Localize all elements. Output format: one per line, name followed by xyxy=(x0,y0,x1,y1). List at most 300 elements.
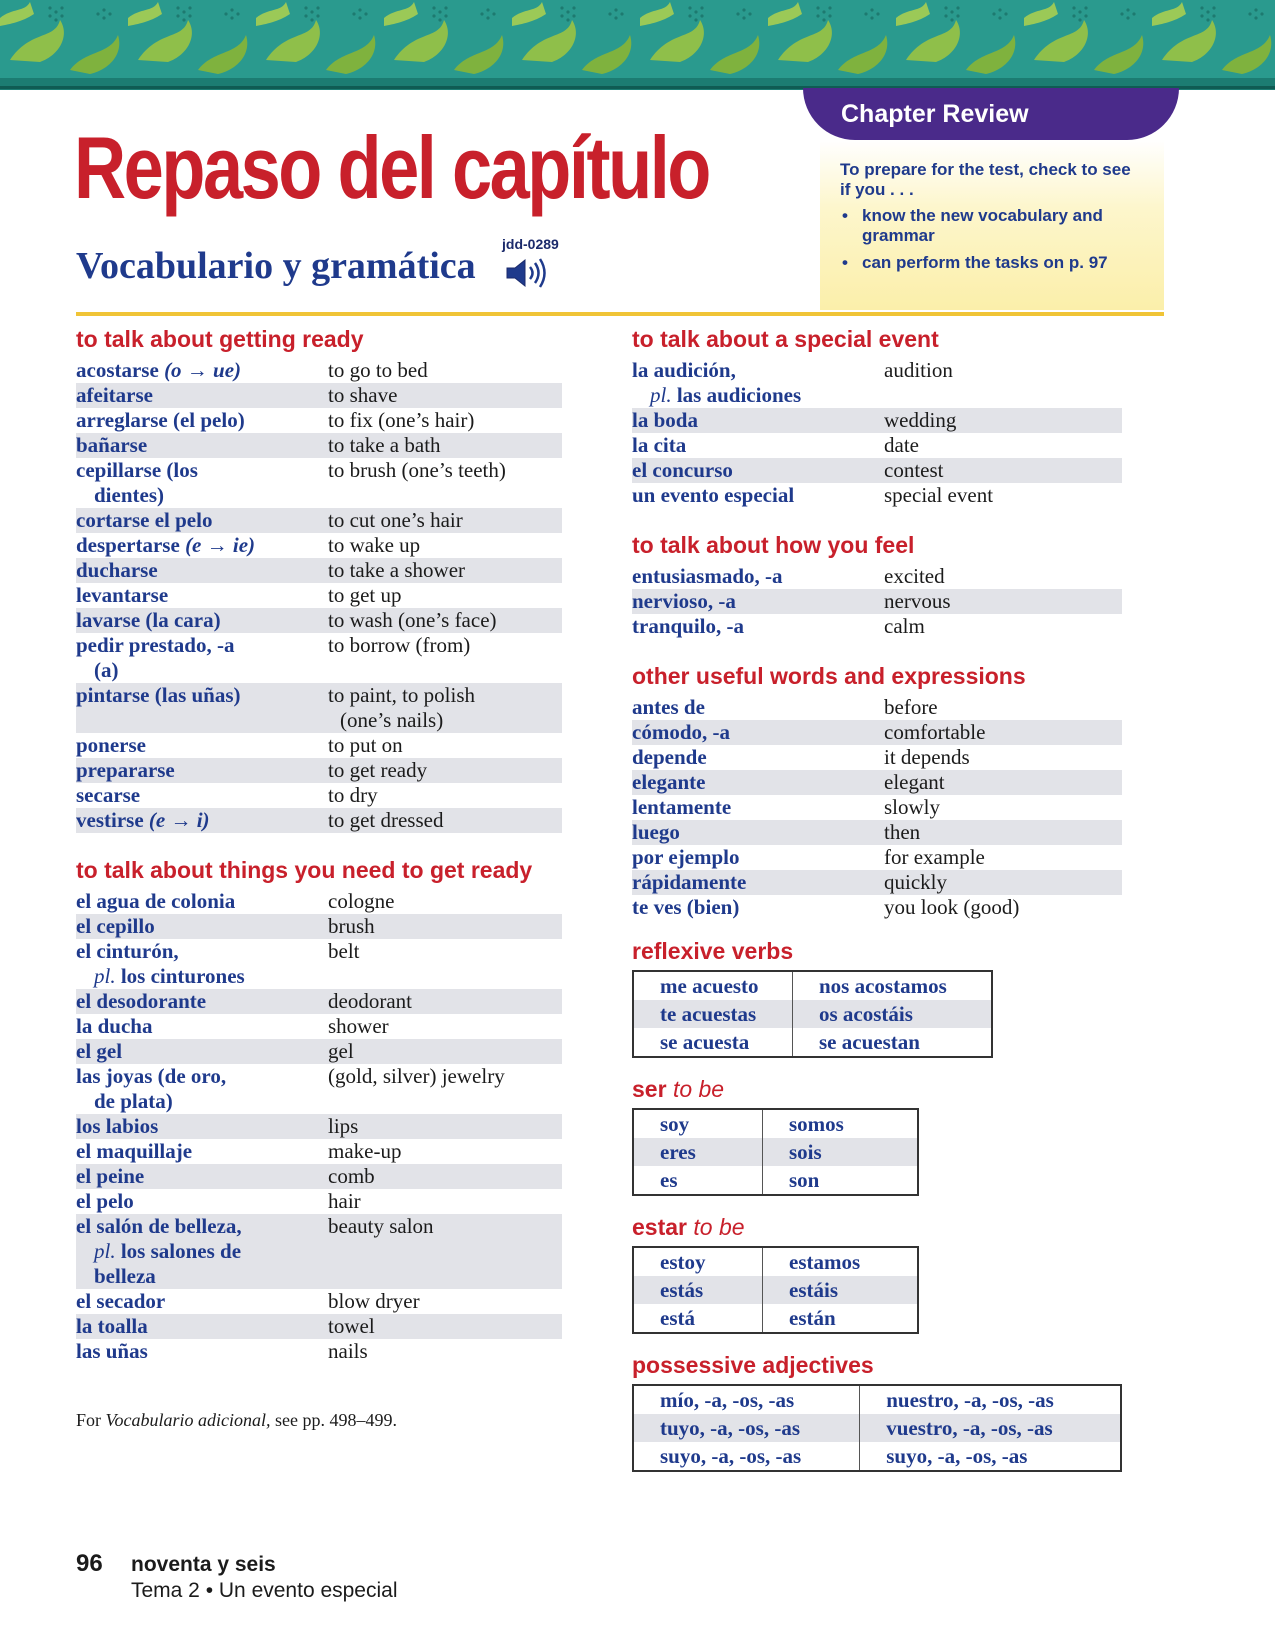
plural-form: suyo, -a, -os, -as xyxy=(886,1444,1028,1468)
vocab-row xyxy=(76,733,562,758)
plural-form: son xyxy=(789,1168,820,1192)
spanish-term xyxy=(76,508,328,533)
english-translation xyxy=(328,1164,562,1189)
spacer xyxy=(632,920,1122,938)
spanish-word: el cepillo xyxy=(76,914,155,938)
spanish-term xyxy=(632,845,884,870)
singular-form: suyo, -a, -os, -as xyxy=(633,1442,860,1471)
chapter-review-box xyxy=(820,140,1164,310)
spanish-word-continued: belleza xyxy=(94,1264,156,1288)
spanish-term xyxy=(76,683,328,733)
spanish-word-text: dientes) xyxy=(94,483,164,507)
vocab-row xyxy=(76,914,562,939)
spanish-term xyxy=(76,1314,328,1339)
spanish-term xyxy=(76,533,328,558)
vocab-row xyxy=(632,433,1122,458)
plural-form: se acuestan xyxy=(819,1030,920,1054)
english-text: to borrow (from) xyxy=(328,633,471,657)
english-text: to paint, to polish xyxy=(328,683,475,707)
english-translation xyxy=(328,733,562,758)
english-text: special event xyxy=(884,483,994,507)
chapter-theme: Tema 2 • Un evento especial xyxy=(131,1579,398,1602)
english-translation xyxy=(328,383,562,408)
english-text: cologne xyxy=(328,889,395,913)
singular-form: estoy xyxy=(633,1247,763,1276)
spanish-term xyxy=(76,989,328,1014)
section-heading-reflexive: reflexive verbs xyxy=(632,938,794,964)
spanish-word: la audición, xyxy=(632,358,736,382)
ser-heading-translation: to be xyxy=(672,1076,725,1102)
spanish-word: nervioso, -a xyxy=(632,589,736,613)
grammar-row xyxy=(633,971,992,1000)
english-translation xyxy=(328,808,562,833)
section-heading-how-you-feel: to talk about how you feel xyxy=(632,532,915,558)
english-text: blow dryer xyxy=(328,1289,420,1313)
section-heading-estar xyxy=(632,1214,1122,1240)
spanish-term xyxy=(76,383,328,408)
grammar-row xyxy=(633,1385,1121,1414)
spanish-term xyxy=(632,820,884,845)
footnote-italic: Vocabulario adicional, xyxy=(105,1410,271,1430)
spanish-word: bañarse xyxy=(76,433,148,457)
stem-change-note: (e → ie) xyxy=(185,533,256,557)
plural-form: os acostáis xyxy=(793,1000,993,1028)
vocab-row xyxy=(76,1039,562,1064)
spanish-term xyxy=(76,914,328,939)
english-translation xyxy=(328,758,562,783)
english-text: brush xyxy=(328,914,375,938)
spanish-term xyxy=(76,1214,328,1289)
vocab-row xyxy=(632,614,1122,639)
vocab-row xyxy=(76,783,562,808)
plural-form: vuestro, -a, -os, -as xyxy=(860,1414,1121,1442)
vocab-row xyxy=(632,895,1122,920)
english-text-continued: (one’s nails) xyxy=(340,708,444,732)
vocab-row xyxy=(632,745,1122,770)
english-translation xyxy=(328,1014,562,1039)
plural-marker: pl. xyxy=(94,1239,116,1263)
spanish-term xyxy=(632,745,884,770)
spanish-term xyxy=(76,1039,328,1064)
spanish-word: prepararse xyxy=(76,758,175,782)
english-text: to put on xyxy=(328,733,403,757)
spanish-word: el salón de belleza, xyxy=(76,1214,242,1238)
vocab-row xyxy=(76,558,562,583)
spanish-word: entusiasmado, -a xyxy=(632,564,783,588)
vocab-table-things xyxy=(76,889,562,1364)
plural-form: somos xyxy=(789,1112,844,1136)
grammar-row xyxy=(633,1138,918,1166)
spanish-word: luego xyxy=(632,820,680,844)
spanish-word: levantarse xyxy=(76,583,169,607)
spanish-term xyxy=(632,770,884,795)
english-text: to cut one’s hair xyxy=(328,508,463,532)
english-text: to wake up xyxy=(328,533,421,557)
spanish-term xyxy=(76,783,328,808)
english-translation xyxy=(328,1189,562,1214)
spacer xyxy=(632,639,1122,663)
spanish-word: el gel xyxy=(76,1039,123,1063)
english-translation xyxy=(328,1289,562,1314)
vocab-row xyxy=(632,483,1122,508)
spacer xyxy=(76,833,562,857)
english-translation xyxy=(884,870,1122,895)
english-text: to get up xyxy=(328,583,402,607)
chapter-review-bullet: • know the new vocabulary and grammar xyxy=(840,206,1144,246)
spanish-word: el agua de colonia xyxy=(76,889,236,913)
section-heading-special-event: to talk about a special event xyxy=(632,326,939,352)
english-text: to wash (one’s face) xyxy=(328,608,497,632)
singular-form: tuyo, -a, -os, -as xyxy=(633,1414,860,1442)
english-translation xyxy=(328,508,562,533)
page-number-words: noventa y seis xyxy=(131,1553,276,1576)
vocab-row xyxy=(76,1214,562,1289)
grammar-row xyxy=(633,1414,1121,1442)
spanish-term xyxy=(76,1189,328,1214)
spanish-word-text: las audiciones xyxy=(676,383,802,407)
spanish-word: un evento especial xyxy=(632,483,795,507)
english-translation xyxy=(328,1339,562,1364)
spanish-term xyxy=(632,589,884,614)
english-text: lips xyxy=(328,1114,359,1138)
vocab-row xyxy=(632,870,1122,895)
spanish-word: pintarse (las uñas) xyxy=(76,683,241,707)
vocab-table-special-event xyxy=(632,358,1122,508)
vocab-row xyxy=(76,808,562,833)
english-translation xyxy=(328,558,562,583)
spanish-term xyxy=(76,583,328,608)
chapter-review-bullet: • can perform the tasks on p. 97 xyxy=(840,253,1144,273)
english-text: to dry xyxy=(328,783,378,807)
plural-form: nuestro, -a, -os, -as xyxy=(886,1388,1054,1412)
english-translation xyxy=(884,358,1122,408)
spanish-term xyxy=(76,1289,328,1314)
english-text: audition xyxy=(884,358,953,382)
spanish-term xyxy=(632,458,884,483)
spanish-term xyxy=(76,758,328,783)
vocab-row xyxy=(76,583,562,608)
spanish-word: secarse xyxy=(76,783,141,807)
page-subtitle: Vocabulario y gramática xyxy=(76,245,476,287)
english-text: to brush (one’s teeth) xyxy=(328,458,506,482)
english-text: excited xyxy=(884,564,945,588)
english-translation xyxy=(328,1214,562,1289)
vocab-row xyxy=(76,608,562,633)
spanish-word: el peine xyxy=(76,1164,145,1188)
english-translation xyxy=(884,458,1122,483)
grammar-row xyxy=(633,1028,992,1057)
spanish-word-text: (a) xyxy=(94,658,119,682)
vocab-row xyxy=(76,1314,562,1339)
section-heading-things: to talk about things you need to get ready xyxy=(76,857,533,883)
grammar-row xyxy=(633,1000,992,1028)
english-text: nervous xyxy=(884,589,951,613)
english-translation xyxy=(884,895,1122,920)
spacer xyxy=(632,508,1122,532)
spanish-word-text: de plata) xyxy=(94,1089,173,1113)
english-text: calm xyxy=(884,614,925,638)
spanish-word: tranquilo, -a xyxy=(632,614,745,638)
vocab-row xyxy=(76,408,562,433)
estar-heading-verb: estar xyxy=(632,1214,687,1240)
vocab-row xyxy=(632,820,1122,845)
english-text: hair xyxy=(328,1189,361,1213)
english-text: elegant xyxy=(884,770,945,794)
spanish-word: cómodo, -a xyxy=(632,720,730,744)
english-translation xyxy=(328,1039,562,1064)
vocab-row xyxy=(76,1114,562,1139)
english-text: towel xyxy=(328,1314,375,1338)
spanish-word: te ves (bien) xyxy=(632,895,740,919)
spanish-term xyxy=(632,408,884,433)
spanish-word: cortarse el pelo xyxy=(76,508,213,532)
vocab-row xyxy=(76,889,562,914)
spanish-word: ponerse xyxy=(76,733,146,757)
english-translation xyxy=(884,433,1122,458)
spanish-word: el pelo xyxy=(76,1189,134,1213)
vocab-table-how-you-feel xyxy=(632,564,1122,639)
vocab-row xyxy=(76,433,562,458)
vocab-row xyxy=(632,695,1122,720)
vocab-table-other-words xyxy=(632,695,1122,920)
spanish-term xyxy=(76,558,328,583)
footnote-text: For xyxy=(76,1410,106,1430)
english-translation xyxy=(328,608,562,633)
chapter-review-list xyxy=(840,206,1144,273)
spanish-term xyxy=(76,1014,328,1039)
vocab-row xyxy=(76,989,562,1014)
english-translation xyxy=(884,820,1122,845)
english-translation xyxy=(884,770,1122,795)
english-text: before xyxy=(884,695,938,719)
spanish-word-continued xyxy=(76,658,328,683)
english-translation xyxy=(884,795,1122,820)
section-heading-other-words: other useful words and expressions xyxy=(632,663,1026,689)
english-text: nails xyxy=(328,1339,368,1363)
spanish-word: acostarse xyxy=(76,358,159,382)
english-translation xyxy=(884,614,1122,639)
spanish-word: las joyas (de oro, xyxy=(76,1064,227,1088)
spanish-word-continued xyxy=(76,1089,328,1114)
english-text: it depends xyxy=(884,745,970,769)
web-code: jdd-0289 xyxy=(502,236,559,252)
english-text: (gold, silver) jewelry xyxy=(328,1064,505,1088)
english-text: then xyxy=(884,820,921,844)
plural-form: están xyxy=(789,1306,836,1330)
vocab-row xyxy=(76,939,562,989)
spanish-term xyxy=(76,1114,328,1139)
spanish-term xyxy=(76,408,328,433)
plural-form: estamos xyxy=(789,1250,861,1274)
english-text: contest xyxy=(884,458,944,482)
vocab-row xyxy=(76,458,562,508)
grammar-table-possessive xyxy=(632,1384,1122,1472)
spanish-term xyxy=(76,458,328,508)
spanish-term xyxy=(76,808,328,833)
singular-form: se acuesta xyxy=(633,1028,793,1057)
section-heading-getting-ready: to talk about getting ready xyxy=(76,326,364,352)
spanish-word-continued xyxy=(76,1239,328,1264)
spanish-term xyxy=(76,733,328,758)
spanish-word: ducharse xyxy=(76,558,158,582)
plural-form: sois xyxy=(763,1138,919,1166)
english-text: to go to bed xyxy=(328,358,428,382)
english-text: to get ready xyxy=(328,758,428,782)
english-translation xyxy=(328,408,562,433)
grammar-row xyxy=(633,1304,918,1333)
vocab-row xyxy=(76,633,562,683)
english-translation xyxy=(328,989,562,1014)
singular-form: soy xyxy=(633,1109,763,1138)
vocab-row xyxy=(76,508,562,533)
english-translation xyxy=(328,458,562,508)
spanish-term xyxy=(76,1139,328,1164)
vocab-row xyxy=(632,795,1122,820)
right-column xyxy=(632,326,1122,1472)
plural-marker: pl. xyxy=(650,383,672,407)
footnote xyxy=(76,1410,397,1431)
ser-heading-verb: ser xyxy=(632,1076,667,1102)
english-translation xyxy=(884,720,1122,745)
singular-form: estás xyxy=(633,1276,763,1304)
spanish-word: el desodorante xyxy=(76,989,207,1013)
spanish-term xyxy=(632,564,884,589)
spanish-word: cepillarse (los xyxy=(76,458,198,482)
vocab-row xyxy=(76,683,562,733)
english-text: to take a bath xyxy=(328,433,441,457)
singular-form: es xyxy=(633,1166,763,1195)
spanish-word: vestirse xyxy=(76,808,144,832)
page-number: 96 xyxy=(76,1550,103,1577)
singular-form: mío, -a, -os, -as xyxy=(633,1385,860,1414)
chapter-review-tab: Chapter Review xyxy=(803,88,1179,140)
spanish-term xyxy=(632,895,884,920)
spacer xyxy=(632,1058,1122,1076)
english-translation xyxy=(328,433,562,458)
spanish-word-text: los cinturones xyxy=(120,964,245,988)
speaker-icon[interactable] xyxy=(504,258,550,288)
english-text: quickly xyxy=(884,870,947,894)
english-text: gel xyxy=(328,1039,354,1063)
spanish-term xyxy=(76,633,328,683)
english-text: to take a shower xyxy=(328,558,466,582)
english-translation xyxy=(328,358,562,383)
english-translation xyxy=(328,1064,562,1114)
spanish-word: despertarse xyxy=(76,533,180,557)
spanish-word: el maquillaje xyxy=(76,1139,193,1163)
vocab-row xyxy=(76,1339,562,1364)
english-translation xyxy=(884,589,1122,614)
grammar-row xyxy=(633,1166,918,1195)
header-rule xyxy=(76,312,1164,316)
vocab-row xyxy=(632,408,1122,433)
spanish-word: la toalla xyxy=(76,1314,148,1338)
spanish-term xyxy=(76,358,328,383)
grammar-table-ser xyxy=(632,1108,919,1196)
footnote-pages: see pp. 498–499. xyxy=(270,1410,397,1430)
english-translation xyxy=(328,914,562,939)
vocab-row xyxy=(632,770,1122,795)
spanish-word: pedir prestado, -a xyxy=(76,633,235,657)
section-heading-possessive: possessive adjectives xyxy=(632,1352,874,1378)
vocab-row xyxy=(632,564,1122,589)
singular-form: me acuesto xyxy=(633,971,793,1000)
english-text: to fix (one’s hair) xyxy=(328,408,475,432)
english-translation xyxy=(884,695,1122,720)
vocab-row xyxy=(632,589,1122,614)
english-text: for example xyxy=(884,845,985,869)
spanish-word: el cinturón, xyxy=(76,939,179,963)
spanish-term xyxy=(76,608,328,633)
spanish-term xyxy=(632,795,884,820)
plural-form: nos acostamos xyxy=(819,974,947,998)
grammar-row xyxy=(633,1442,1121,1471)
english-translation xyxy=(328,1314,562,1339)
english-text: wedding xyxy=(884,408,957,432)
english-text: deodorant xyxy=(328,989,412,1013)
english-translation xyxy=(328,533,562,558)
vocab-row xyxy=(632,845,1122,870)
spanish-word: antes de xyxy=(632,695,705,719)
vocab-row xyxy=(632,358,1122,408)
spacer xyxy=(632,1334,1122,1352)
spanish-term xyxy=(632,870,884,895)
chapter-review-intro: To prepare for the test, check to see if you . . . xyxy=(840,160,1131,199)
spanish-word: depende xyxy=(632,745,707,769)
spanish-term xyxy=(632,358,884,408)
spanish-term xyxy=(632,695,884,720)
spanish-word-continued xyxy=(632,383,884,408)
spanish-word-continued xyxy=(76,483,328,508)
english-translation xyxy=(884,564,1122,589)
english-translation xyxy=(884,745,1122,770)
english-text: to shave xyxy=(328,383,398,407)
vocab-row xyxy=(76,1014,562,1039)
spanish-word: lavarse (la cara) xyxy=(76,608,221,632)
english-text: belt xyxy=(328,939,360,963)
left-column xyxy=(76,326,562,1364)
vocab-row xyxy=(76,358,562,383)
spanish-word: la ducha xyxy=(76,1014,153,1038)
spanish-word: elegante xyxy=(632,770,706,794)
spanish-word-text: los salones de xyxy=(120,1239,242,1263)
stem-change-note: (o → ue) xyxy=(164,358,242,382)
vocab-row xyxy=(76,1189,562,1214)
english-text: slowly xyxy=(884,795,941,819)
spanish-word: rápidamente xyxy=(632,870,747,894)
english-translation xyxy=(884,408,1122,433)
english-translation xyxy=(328,783,562,808)
spanish-word: los labios xyxy=(76,1114,159,1138)
english-translation xyxy=(328,1114,562,1139)
spanish-word-continued xyxy=(76,964,328,989)
vocab-row xyxy=(76,1139,562,1164)
stem-change-note: (e → i) xyxy=(148,808,210,832)
english-translation xyxy=(328,939,562,989)
english-translation xyxy=(328,889,562,914)
english-translation xyxy=(884,483,1122,508)
grammar-row xyxy=(633,1276,918,1304)
spanish-word: por ejemplo xyxy=(632,845,740,869)
english-text: comfortable xyxy=(884,720,986,744)
grammar-table-estar xyxy=(632,1246,919,1334)
grammar-row xyxy=(633,1109,918,1138)
vocab-row xyxy=(76,1289,562,1314)
spanish-word: arreglarse (el pelo) xyxy=(76,408,245,432)
spanish-word: el concurso xyxy=(632,458,733,482)
english-translation xyxy=(884,845,1122,870)
english-translation xyxy=(328,1139,562,1164)
